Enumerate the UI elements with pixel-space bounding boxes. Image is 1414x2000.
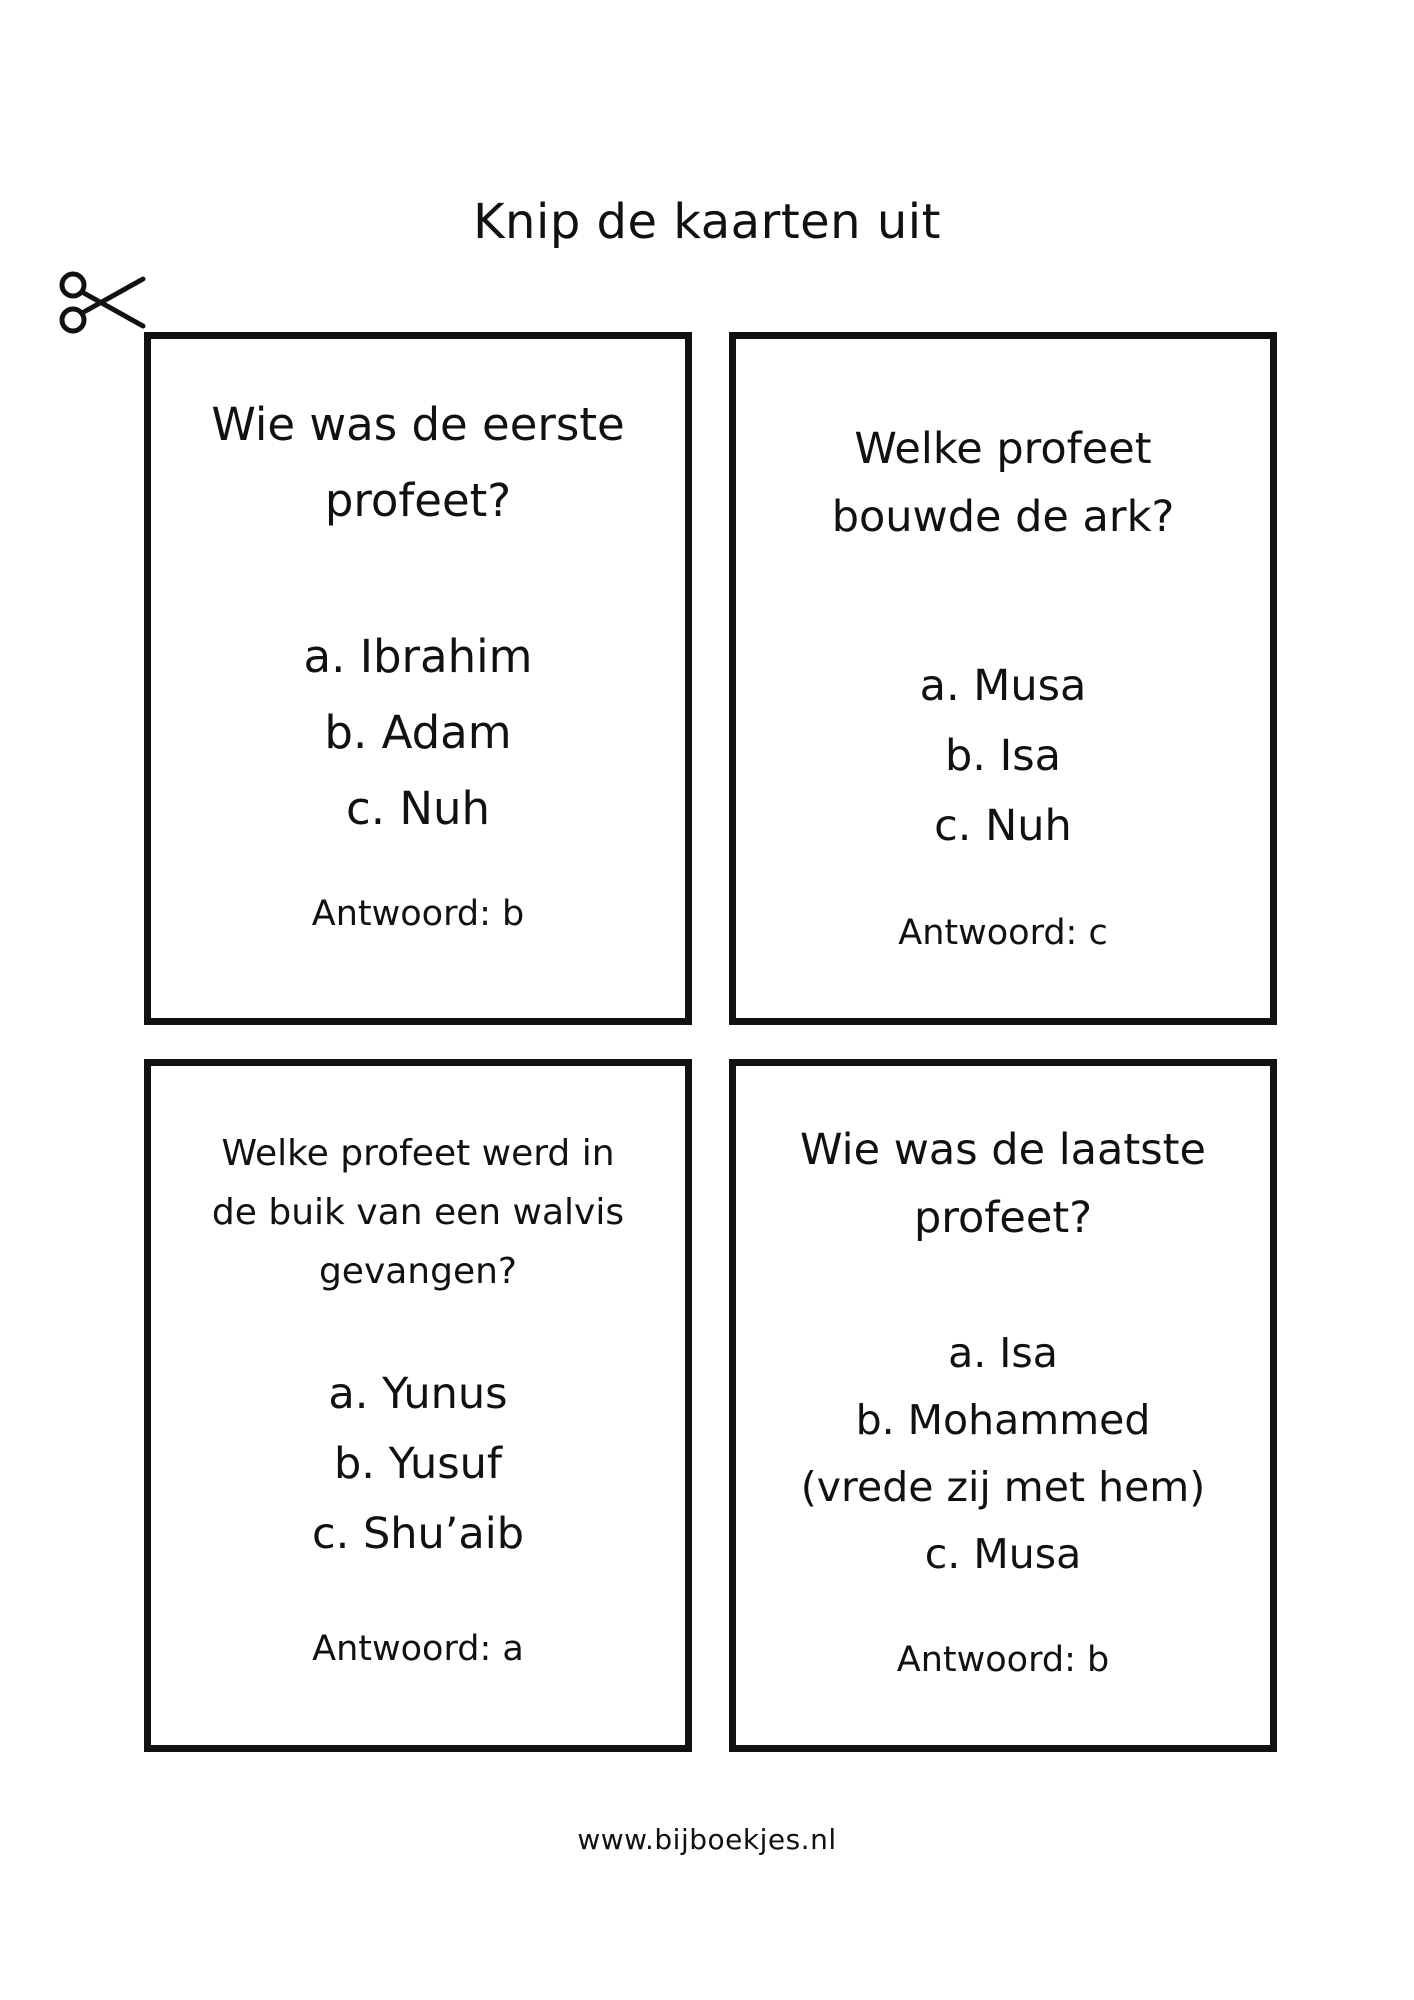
card-question: Wie was de laatste profeet? <box>800 1125 1206 1243</box>
quiz-card-1 <box>144 332 692 1025</box>
option-c: c. Nuh <box>345 782 491 835</box>
card-options <box>801 1320 1205 1588</box>
footer-url: www.bijboekjes.nl <box>577 1823 837 1856</box>
option-a: a. Isa <box>948 1329 1058 1377</box>
card-question: Welke profeet werd in de buik van een walvis gevangen? <box>211 1133 625 1292</box>
card-options <box>304 619 533 847</box>
card-options <box>920 651 1087 861</box>
option-b: b. Yusuf <box>333 1439 502 1489</box>
option-a: a. Musa <box>919 661 1087 711</box>
card-question: Welke profeet bouwde de ark? <box>831 424 1175 542</box>
option-a: a. Ibrahim <box>303 630 533 683</box>
card-question: Wie was de eerste profeet? <box>211 398 625 527</box>
page-title: Knip de kaarten uit <box>473 194 941 250</box>
card-answer: Antwoord: a <box>312 1629 524 1669</box>
option-c: c. Musa <box>924 1530 1082 1578</box>
card-options <box>312 1359 524 1569</box>
quiz-card-4 <box>729 1059 1277 1752</box>
option-c: c. Shu’aib <box>311 1509 525 1559</box>
card-answer: Antwoord: b <box>896 1640 1110 1680</box>
option-b: b. Isa <box>944 731 1062 781</box>
quiz-card-2 <box>729 332 1277 1025</box>
option-b: b. Adam <box>324 706 512 759</box>
scissors-icon <box>55 268 147 338</box>
option-b-note: (vrede zij met hem) <box>800 1463 1206 1511</box>
card-answer: Antwoord: c <box>898 913 1108 953</box>
card-answer: Antwoord: b <box>311 894 525 934</box>
option-c: c. Nuh <box>934 801 1072 851</box>
quiz-card-3 <box>144 1059 692 1752</box>
option-b: b. Mohammed <box>855 1396 1151 1444</box>
option-a: a. Yunus <box>328 1369 508 1419</box>
